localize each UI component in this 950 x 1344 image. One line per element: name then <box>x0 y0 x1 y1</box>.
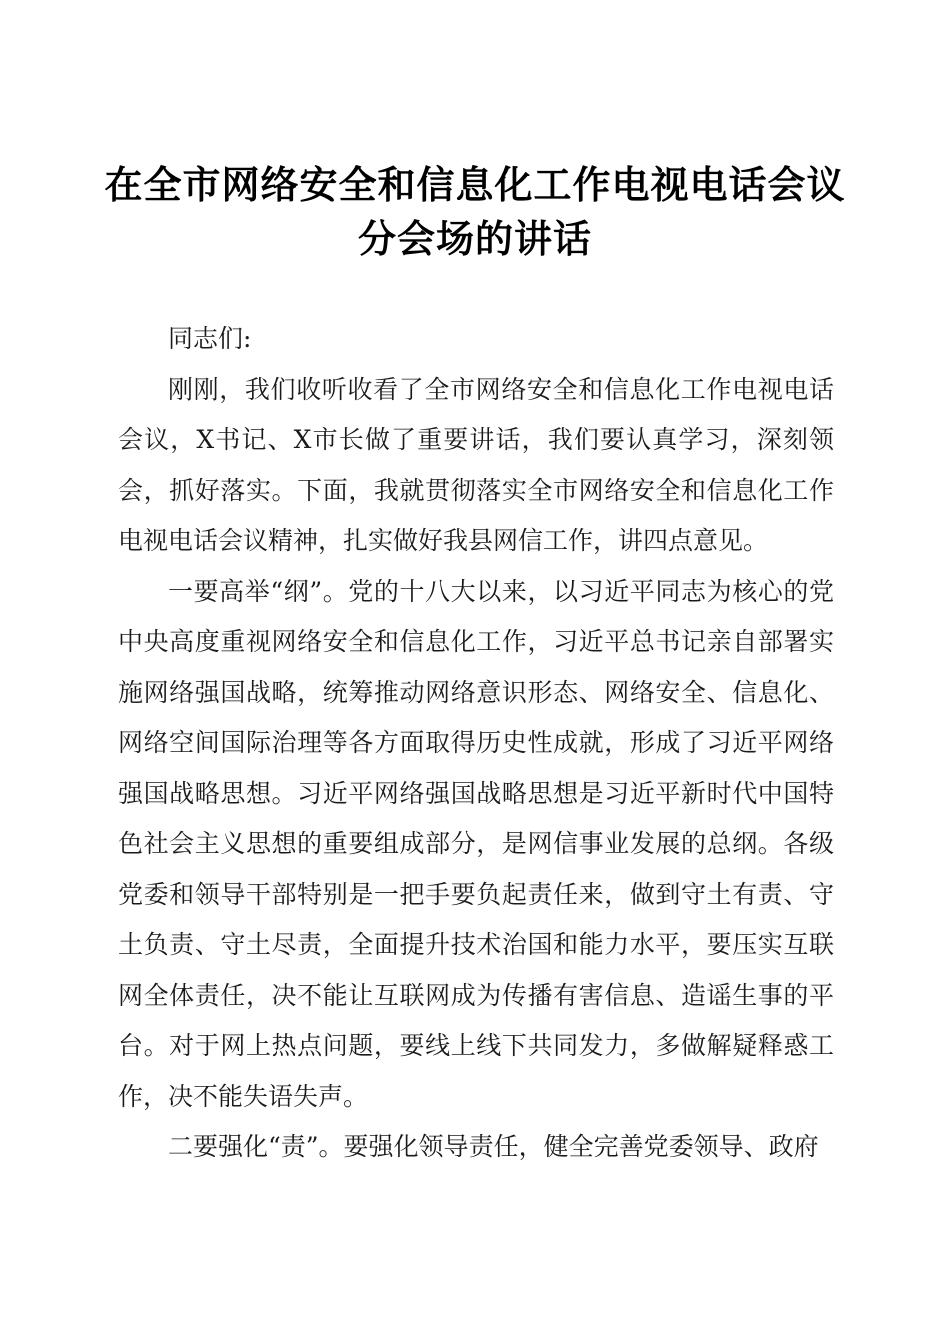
paragraph-point-one: 一要高举“纲”。党的十八大以来，以习近平同志为核心的党中央高度重视网络安全和信息化工作，习近平总书记亲自部署实施网络强国战略，统筹推动网络意识形态、网络安全、信息化、网络空间国际治理等各方面取得历史性成就，形成了习近平网络强国战略思想。习近平网络强国战略思想是习近平新时代中国特色社会主义思想的重要组成部分，是网信事业发展的总纲。各级党委和领导干部特别是一把手要负起责任来，做到守土有责、守土负责、守土尽责，全面提升技术治国和能力水平，要压实互联网全体责任，决不能让互联网成为传播有害信息、造谣生事的平台。对于网上热点问题，要线上线下共同发力，多做解疑释惑工作，决不能失语失声。 <box>118 576 834 1111</box>
salutation: 同志们: <box>168 324 252 353</box>
document-body <box>118 314 834 1173</box>
paragraph-point-two: 二要强化“责”。要强化领导责任，健全完善党委领导、政府 <box>168 1132 819 1161</box>
document-title: 在全市网络安全和信息化工作电视电话会议分会场的讲话 <box>104 162 846 261</box>
paragraph-intro: 刚刚，我们收听收看了全市网络安全和信息化工作电视电话会议，X书记、X市长做了重要讲话，我们要认真学习，深刻领会，抓好落实。下面，我就贯彻落实全市网络安全和信息化工作电视电话会议精神，扎实做好我县网信工作，讲四点意见。 <box>118 374 834 555</box>
